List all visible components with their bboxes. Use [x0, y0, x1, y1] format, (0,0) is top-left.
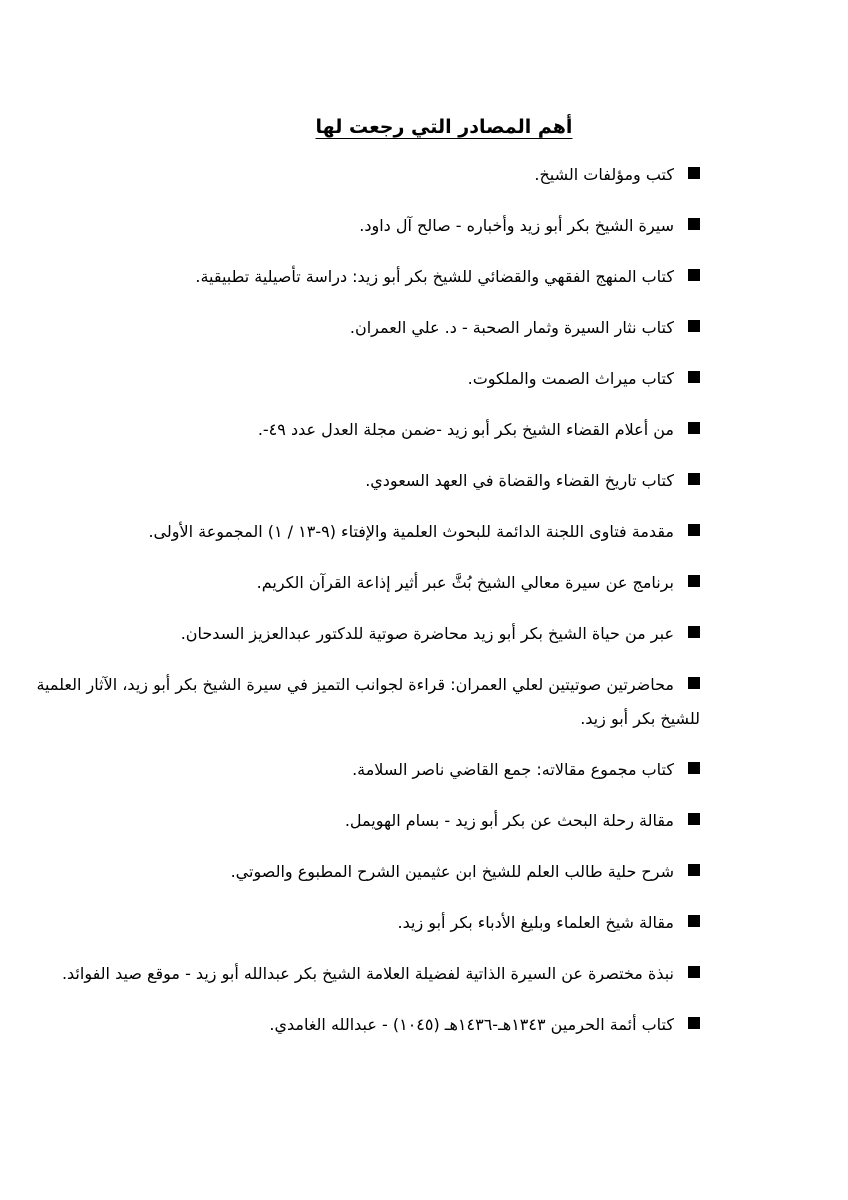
- list-item: [0, 668, 700, 736]
- list-item-text: مقدمة فتاوى اللجنة الدائمة للبحوث العلمية والإفتاء (٩-١٣ / ١) المجموعة الأولى.: [148, 522, 674, 541]
- page-title: أهم المصادر التي رجعت لها: [315, 116, 573, 138]
- square-bullet-icon: [688, 626, 700, 638]
- square-bullet-icon: [688, 864, 700, 876]
- square-bullet-icon: [688, 524, 700, 536]
- list-item: [32, 362, 700, 396]
- list-item: [32, 209, 700, 243]
- list-item: [32, 617, 700, 651]
- square-bullet-icon: [688, 473, 700, 485]
- square-bullet-icon: [688, 762, 700, 774]
- list-item-text: نبذة مختصرة عن السيرة الذاتية لفضيلة العلامة الشيخ بكر عبدالله أبو زيد - موقع صيد الفوائد.: [61, 964, 674, 983]
- square-bullet-icon: [688, 677, 700, 689]
- list-item-text: شرح حلية طالب العلم للشيخ ابن عثيمين الشرح المطبوع والصوتي.: [230, 862, 674, 881]
- square-bullet-icon: [688, 813, 700, 825]
- list-item: [32, 464, 700, 498]
- list-item-text: كتاب تاريخ القضاء والقضاة في العهد السعودي.: [365, 471, 674, 490]
- list-item: [32, 515, 700, 549]
- square-bullet-icon: [688, 218, 700, 230]
- list-item: [0, 957, 700, 991]
- list-item: [32, 413, 700, 447]
- list-item-text: كتاب أئمة الحرمين ١٣٤٣هـ-١٤٣٦هـ (١٠٤٥) - عبدالله الغامدي.: [269, 1015, 674, 1034]
- square-bullet-icon: [688, 1017, 700, 1029]
- list-item: [32, 855, 700, 889]
- sources-list: [32, 158, 700, 1059]
- list-item-text: مقالة رحلة البحث عن بكر أبو زيد - بسام الهويمل.: [344, 811, 674, 830]
- square-bullet-icon: [688, 167, 700, 179]
- list-item: [32, 566, 700, 600]
- square-bullet-icon: [688, 915, 700, 927]
- square-bullet-icon: [688, 320, 700, 332]
- square-bullet-icon: [688, 575, 700, 587]
- list-item-text: مقالة شيخ العلماء وبليغ الأدباء بكر أبو زيد.: [397, 913, 674, 932]
- list-item-text: من أعلام القضاء الشيخ بكر أبو زيد -ضمن مجلة العدل عدد ٤٩-.: [257, 420, 674, 439]
- list-item-text: عبر من حياة الشيخ بكر أبو زيد محاضرة صوتية للدكتور عبدالعزيز السدحان.: [180, 624, 674, 643]
- list-item-text: كتاب المنهج الفقهي والقضائي للشيخ بكر أبو زيد: دراسة تأصيلية تطبيقية.: [195, 267, 674, 286]
- list-item-text: برنامج عن سيرة معالي الشيخ بُثَّ عبر أثير إذاعة القرآن الكريم.: [256, 573, 674, 592]
- list-item: [32, 158, 700, 192]
- square-bullet-icon: [688, 422, 700, 434]
- list-item-text: سيرة الشيخ بكر أبو زيد وأخباره - صالح آل داود.: [359, 216, 674, 235]
- list-item-text: كتاب ميراث الصمت والملكوت.: [467, 369, 674, 388]
- square-bullet-icon: [688, 269, 700, 281]
- list-item-text: محاضرتين صوتيتين لعلي العمران: قراءة لجوانب التميز في سيرة الشيخ بكر أبو زيد، الآثار العلمية للشيخ بكر أبو زيد.: [36, 675, 700, 728]
- list-item-text: كتاب نثار السيرة وثمار الصحبة - د. علي العمران.: [349, 318, 674, 337]
- list-item: [32, 804, 700, 838]
- list-item: [32, 260, 700, 294]
- list-item-text: كتب ومؤلفات الشيخ.: [534, 165, 674, 184]
- list-item: [32, 753, 700, 787]
- square-bullet-icon: [688, 371, 700, 383]
- list-item-text: كتاب مجموع مقالاته: جمع القاضي ناصر السلامة.: [352, 760, 674, 779]
- list-item: [32, 906, 700, 940]
- square-bullet-icon: [688, 966, 700, 978]
- list-item: [32, 311, 700, 345]
- list-item: [32, 1008, 700, 1042]
